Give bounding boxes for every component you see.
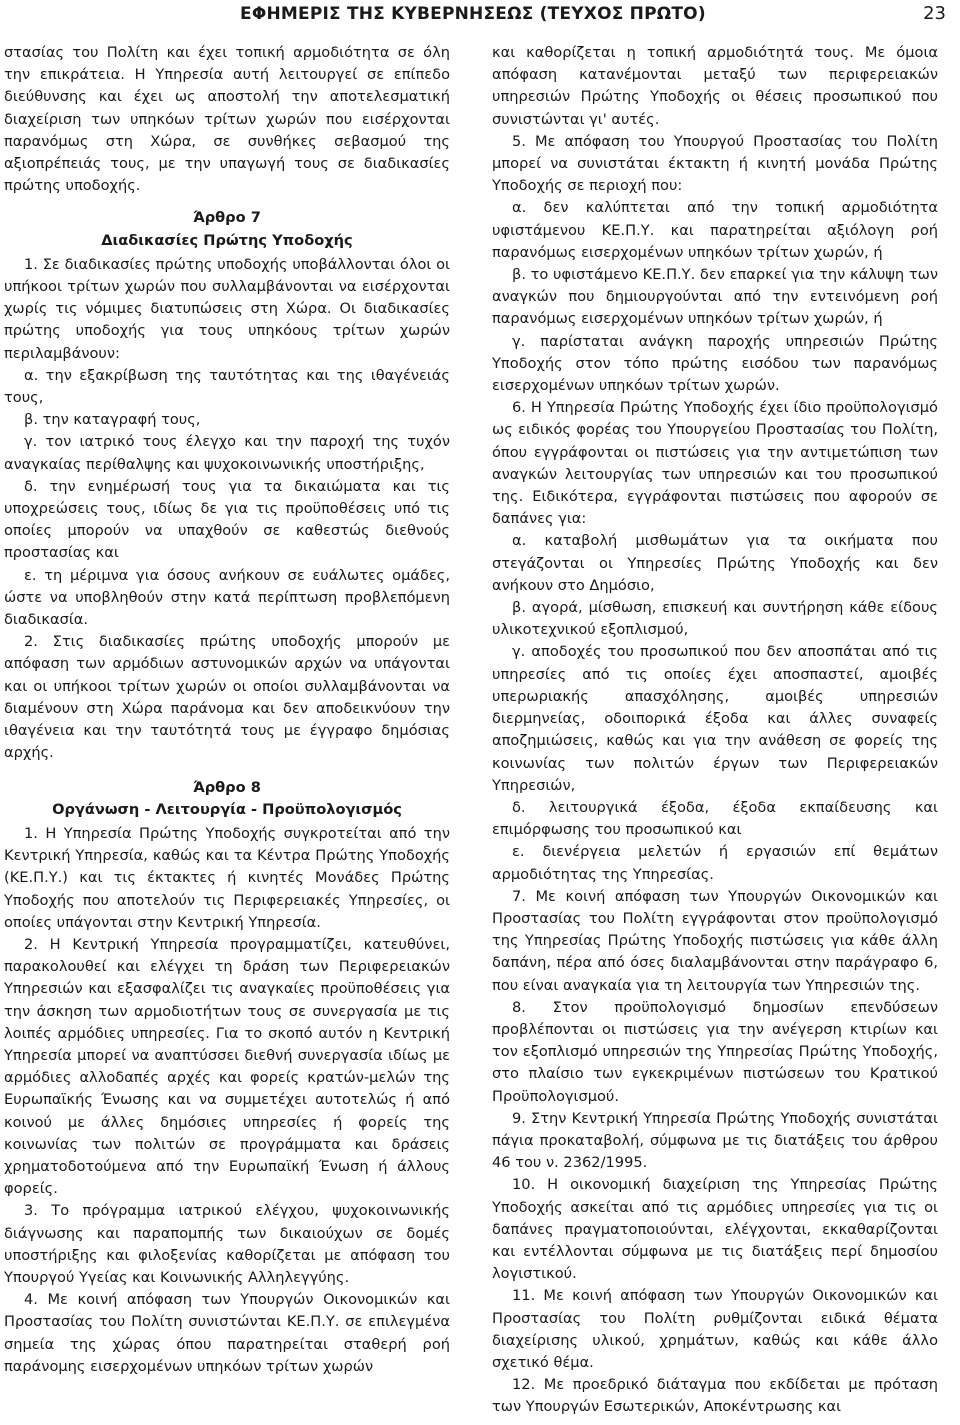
gazette-title: ΕΦΗΜΕΡΙΣ ΤΗΣ ΚΥΒΕΡΝΗΣΕΩΣ (ΤΕΥΧΟΣ ΠΡΩΤΟ) [240, 4, 706, 24]
article-8-paragraph: δ. λειτουργικά έξοδα, έξοδα εκπαίδευσης και επιμόρφωσης του προσωπικού και [492, 798, 938, 839]
continuation-paragraph: και καθορίζεται η τοπική αρμοδιότητά τους. Με όμοια απόφαση κατανέμονται μεταξύ των περιφερειακών υπηρεσιών Πρώτης Υποδοχής οι θέσεις προσωπικού που συνιστώνται γι' αυτές. [492, 44, 938, 128]
article-7-paragraph: α. την εξακρίβωση της ταυτότητας και της ιθαγένειάς τους, [4, 366, 450, 407]
article-8-paragraph: 10. Η οικονομική διαχείριση της Υπηρεσίας Πρώτης Υποδοχής ασκείται από τις αρμόδιες υπηρεσίες για τις οι δαπάνες πραγματοποιούνται, ελέγχονται, εκκαθαρίζονται και εντέλλονται σύμφωνα με τις διατάξεις περί δημοσίου λογιστικού. [492, 1176, 938, 1283]
article-7-paragraph: 2. Στις διαδικασίες πρώτης υποδοχής μπορούν με απόφαση των αρμόδιων αστυνομικών αρχών να υπάγονται και οι υπήκοοι τρίτων χωρών οι οποίοι συλλαμβάνονται να διαμένουν στη Χώρα παράνομα και δεν αποδεικνύουν την ιθαγένεια και την ταυτότητά τους με έγγραφο δημόσιας αρχής. [4, 633, 450, 762]
article-8-paragraph: 7. Με κοινή απόφαση των Υπουργών Οικονομικών και Προστασίας του Πολίτη εγγράφονται στον προϋπολογισμό της Υπηρεσίας Πρώτης Υποδοχής πιστώσεις για κάθε άλλη δαπάνη, πέρα από όσες διαλαμβάνονται στην παράγραφο 6, που είναι αναγκαία για τη λειτουργία των Υπηρεσιών της. [492, 887, 938, 994]
article-8-paragraph: 1. Η Υπηρεσία Πρώτης Υποδοχής συγκροτείται από την Κεντρική Υπηρεσία, καθώς και τα Κέντρα Πρώτης Υποδοχής (ΚΕ.Π.Υ.) και τις έκτακτες ή κινητές Μονάδες Πρώτης Υποδοχής που αποτελούν τις Περιφερειακές Υπηρεσίες, οι οποίες υπάγονται στην Κεντρική Υπηρεσία. [4, 824, 450, 931]
article-8-paragraph: β. αγορά, μίσθωση, επισκευή και συντήρηση κάθε είδους υλικοτεχνικού εξοπλισμού, [492, 599, 938, 639]
article-8-paragraph: 2. Η Κεντρική Υπηρεσία προγραμματίζει, κατευθύνει, παρακολουθεί και ελέγχει τη δράση των Περιφερειακών Υπηρεσιών και εξασφαλίζει τις αναγκαίες προϋποθέσεις για την άσκηση των αρμοδιοτήτων τους σε συνεργασία με τις λοιπές αρμόδιες υπηρεσίες. Για το σκοπό αυτόν η Κεντρική Υπηρεσία μπορεί να αναπτύσσει διεθνή συνεργασία ιδίως με αρμόδιες αλλοδαπές αρχές και φορείς κρατών-μελών της Ευρωπαϊκής Ένωσης και να συμμετέχει αυτοτελώς ή από κοινού με άλλες δημόσιες υπηρεσίες ή φορείς της κοινωνίας των πολιτών σε προγράμματα και δράσεις χρηματοδοτούμενα από την Ευρωπαϊκή Ένωση ή άλλους φορείς. [4, 935, 450, 1198]
article-8-number: Άρθρο 8 [193, 778, 261, 796]
article-8-paragraph: 9. Στην Κεντρική Υπηρεσία Πρώτης Υποδοχής συνιστάται πάγια προκαταβολή, σύμφωνα με τις διατάξεις του άρθρου 46 του ν. 2362/1995. [492, 1109, 938, 1172]
page-number: 23 [923, 3, 946, 24]
article-8-paragraph: 6. Η Υπηρεσία Πρώτης Υποδοχής έχει ίδιο προϋπολογισμό ως ειδικός φορέας του Υπουργείου Προστασίας του Πολίτη, όπου εγγράφονται οι πιστώσεις για την αντιμετώπιση των αναγκών λειτουργίας των υπηρεσιών και του προσωπικού της. Ειδικότερα, εγγράφονται πιστώσεις που αφορούν σε δαπάνες για: [492, 399, 938, 528]
article-8-paragraph: 3. Το πρόγραμμα ιατρικού ελέγχου, ψυχοκοινωνικής διάγνωσης και παραπομπής των δικαιούχων σε δομές υποστήριξης και φιλοξενίας καθορίζεται με απόφαση του Υπουργού Υγείας και Κοινωνικής Αλληλεγγύης. [4, 1202, 450, 1286]
article-7-paragraph: 1. Σε διαδικασίες πρώτης υποδοχής υποβάλλονται όλοι οι υπήκοοι τρίτων χωρών που συλλαμβάνονται να εισέρχονται χωρίς τις νόμιμες διατυπώσεις στη Χώρα. Οι διαδικασίες πρώτης υποδοχής για τους υπηκόους τρίτων χωρών περιλαμβάνουν: [4, 255, 450, 362]
article-8-paragraph: γ. παρίσταται ανάγκη παροχής υπηρεσιών Πρώτης Υποδοχής στον τόπο πρώτης εισόδου των παρανόμως εισερχομένων υπηκόων τρίτων χωρών. [492, 332, 938, 395]
article-7-paragraph: γ. τον ιατρικό τους έλεγχο και την παροχή της τυχόν αναγκαίας περίθαλψης και ψυχοκοινωνικής υποστήριξης, [4, 433, 450, 473]
article-7-paragraph: ε. τη μέριμνα για όσους ανήκουν σε ευάλωτες ομάδες, ώστε να υποβληθούν στην κατά περίπτωση προβλεπόμενη διαδικασία. [4, 566, 450, 629]
article-8-paragraph: α. δεν καλύπτεται από την τοπική αρμοδιότητα υφιστάμενου ΚΕ.Π.Υ. και παρατηρείται αξιόλογη ροή παρανόμως εισερχομένων υπηκόων τρίτων χωρών, ή [492, 199, 938, 261]
article-8-paragraph: 8. Στον προϋπολογισμό δημοσίων επενδύσεων προβλέπονται οι πιστώσεις για την ανέγερση κτιρίων και τον εξοπλισμό υπηρεσιών της Υπηρεσίας Πρώτης Υποδοχής, στο πλαίσιο των εγκεκριμένων πιστώσεων του Κρατικού Προϋπολογισμού. [492, 998, 938, 1105]
article-7-number: Άρθρο 7 [193, 209, 261, 227]
article-8-paragraph: ε. διενέργεια μελετών ή εργασιών επί θεμάτων αρμοδιότητας της Υπηρεσίας. [492, 843, 938, 883]
article-8-paragraph: γ. αποδοχές του προσωπικού που δεν αποσπάται από τις υπηρεσίες από τις οποίες έχει αποσπαστεί, αμοιβές υπερωριακής απασχόλησης, αμοιβές υπηρεσιών διερμηνείας, οδοιπορικά έξοδα και άλλες συναφείς αποζημιώσεις, καθώς και για την ανάθεση σε φορείς της κοινωνίας των πολιτών έργων των Περιφερειακών Υπηρεσιών, [492, 643, 938, 794]
article-8-paragraph: 11. Με κοινή απόφαση των Υπουργών Οικονομικών και Προστασίας του Πολίτη ρυθμίζονται ειδικά θέματα διαχείρισης υλικού, χρημάτων, καθώς και κάθε άλλο σχετικό θέμα. [492, 1287, 938, 1371]
article-8-paragraph: β. το υφιστάμενο ΚΕ.Π.Υ. δεν επαρκεί για την κάλυψη των αναγκών που δημιουργούνται από την εντεινόμενη ροή παρανόμως εισερχομένων υπηκόων τρίτων χωρών, ή [492, 266, 938, 328]
intro-paragraph: στασίας του Πολίτη και έχει τοπική αρμοδιότητα σε όλη την επικράτεια. Η Υπηρεσία αυτή λειτουργεί σε επίπεδο διεύθυνσης και έχει ως αποστολή την αποτελεσματική διαχείριση των υπηκόων τρίτων χωρών που εισέρχονται παρανόμως στη Χώρα, σε συνθήκες σεβασμού της αξιοπρέπειάς τους, με την υπαγωγή τους σε διαδικασίες πρώτης υποδοχής. [4, 44, 450, 195]
article-8-paragraph: 12. Με προεδρικό διάταγμα που εκδίδεται με πρόταση των Υπουργών Εσωτερικών, Αποκέντρωσης και [492, 1376, 938, 1416]
right-column [492, 42, 938, 1419]
page-header [0, 0, 960, 30]
article-8-title: Οργάνωση - Λειτουργία - Προϋπολογισμός [52, 800, 402, 818]
article-8-paragraph: 4. Με κοινή απόφαση των Υπουργών Οικονομικών και Προστασίας του Πολίτη συνιστώνται ΚΕ.Π.Υ. σε επιλεγμένα σημεία της χώρας όπου παρατηρείται σταθερή ροή παράνομης εισερχομένων υπηκόων τρίτων χωρών [4, 1291, 450, 1375]
article-7-paragraph: δ. την ενημέρωσή τους για τα δικαιώματα και τις υποχρεώσεις τους, ιδίως δε για τις προϋποθέσεις υπό τις οποίες μπορούν να υπαχθούν σε καθεστώς διεθνούς προστασίας και [4, 477, 450, 562]
left-column [4, 42, 450, 1378]
article-8-paragraph: 5. Με απόφαση του Υπουργού Προστασίας του Πολίτη μπορεί να συνιστάται έκτακτη ή κινητή μονάδα Πρώτης Υποδοχής σε περιοχή που: [492, 132, 938, 195]
article-7-paragraph: β. την καταγραφή τους, [24, 411, 201, 429]
article-8-paragraph: α. καταβολή μισθωμάτων για τα οικήματα που στεγάζονται οι Υπηρεσίες Πρώτης Υποδοχής και δεν ανήκουν στο Δημόσιο, [492, 532, 938, 594]
article-7-title: Διαδικασίες Πρώτης Υποδοχής [101, 231, 353, 249]
